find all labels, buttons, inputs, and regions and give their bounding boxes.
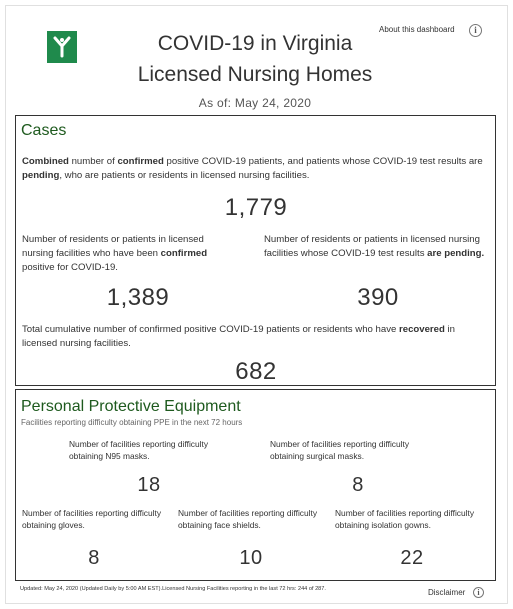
info-icon[interactable]: i <box>469 24 482 37</box>
as-of-date: As of: May 24, 2020 <box>198 96 312 110</box>
combined-text-1: number of <box>68 156 118 167</box>
pending-text-1: Number of residents or patients in licensed nursing facilities whose COVID-19 test results <box>264 234 480 259</box>
ppe-subtitle: Facilities reporting difficulty obtaining PPE in the next 72 hours <box>21 418 243 427</box>
surgical-count: 8 <box>352 474 364 496</box>
confirmed-count: 1,389 <box>106 284 170 311</box>
combined-description <box>22 155 490 183</box>
recovered-description <box>22 323 490 351</box>
isolation-gowns-label: Number of facilities reporting difficulty obtaining isolation gowns. <box>335 508 475 530</box>
vdh-logo-icon <box>47 31 77 63</box>
update-note: Updated: May 24, 2020 (Updated Daily by 5:00 AM EST).Licensed Nursing Facilities reporting in the last 72 hrs: 244 of 287. <box>20 586 326 592</box>
confirmed-text-1: Number of residents or patients in licensed nursing facilities who have been <box>22 234 204 259</box>
confirmed-text-2: positive for COVID-19. <box>22 262 118 273</box>
confirmed-description <box>22 233 237 275</box>
title-line-2: Licensed Nursing Homes <box>137 63 373 86</box>
combined-text-3: , who are patients or residents in licensed nursing facilities. <box>59 170 310 181</box>
pending-count: 390 <box>357 284 399 311</box>
n95-label: Number of facilities reporting difficulty obtaining N95 masks. <box>69 439 209 461</box>
recovered-count: 682 <box>235 358 277 385</box>
ppe-panel <box>15 389 496 581</box>
gloves-count: 8 <box>88 547 100 569</box>
combined-text-2: positive COVID-19 patients, and patients whose COVID-19 test results are <box>163 156 483 167</box>
cases-title: Cases <box>21 122 67 139</box>
recovered-bold: recovered <box>399 324 445 335</box>
about-dashboard-link[interactable]: About this dashboard <box>379 25 455 34</box>
disclaimer-link[interactable]: Disclaimer <box>428 588 466 597</box>
face-shields-label: Number of facilities reporting difficulty obtaining face shields. <box>178 508 318 530</box>
isolation-gowns-count: 22 <box>400 547 424 569</box>
confirmed-bold: confirmed <box>117 156 164 167</box>
ppe-title: Personal Protective Equipment <box>21 398 241 415</box>
disclaimer-info-icon[interactable]: i <box>473 587 484 598</box>
pending-bold: pending <box>22 170 60 181</box>
confirmed-desc-bold: confirmed <box>160 248 208 259</box>
pending-description <box>264 233 486 261</box>
pending-desc-bold: are pending. <box>427 248 485 259</box>
recovered-text-1: Total cumulative number of confirmed positive COVID-19 patients or residents who have <box>22 324 399 335</box>
combined-count: 1,779 <box>224 194 288 221</box>
n95-count: 18 <box>137 474 161 496</box>
combined-bold: Combined <box>22 156 69 167</box>
recovered-text-2: in licensed nursing facilities. <box>22 324 456 349</box>
face-shields-count: 10 <box>239 547 263 569</box>
gloves-label: Number of facilities reporting difficulty obtaining gloves. <box>22 508 162 530</box>
cases-panel <box>15 115 496 386</box>
title-line-1: COVID-19 in Virginia <box>157 32 353 55</box>
surgical-label: Number of facilities reporting difficulty obtaining surgical masks. <box>270 439 410 461</box>
page-title <box>100 28 410 90</box>
